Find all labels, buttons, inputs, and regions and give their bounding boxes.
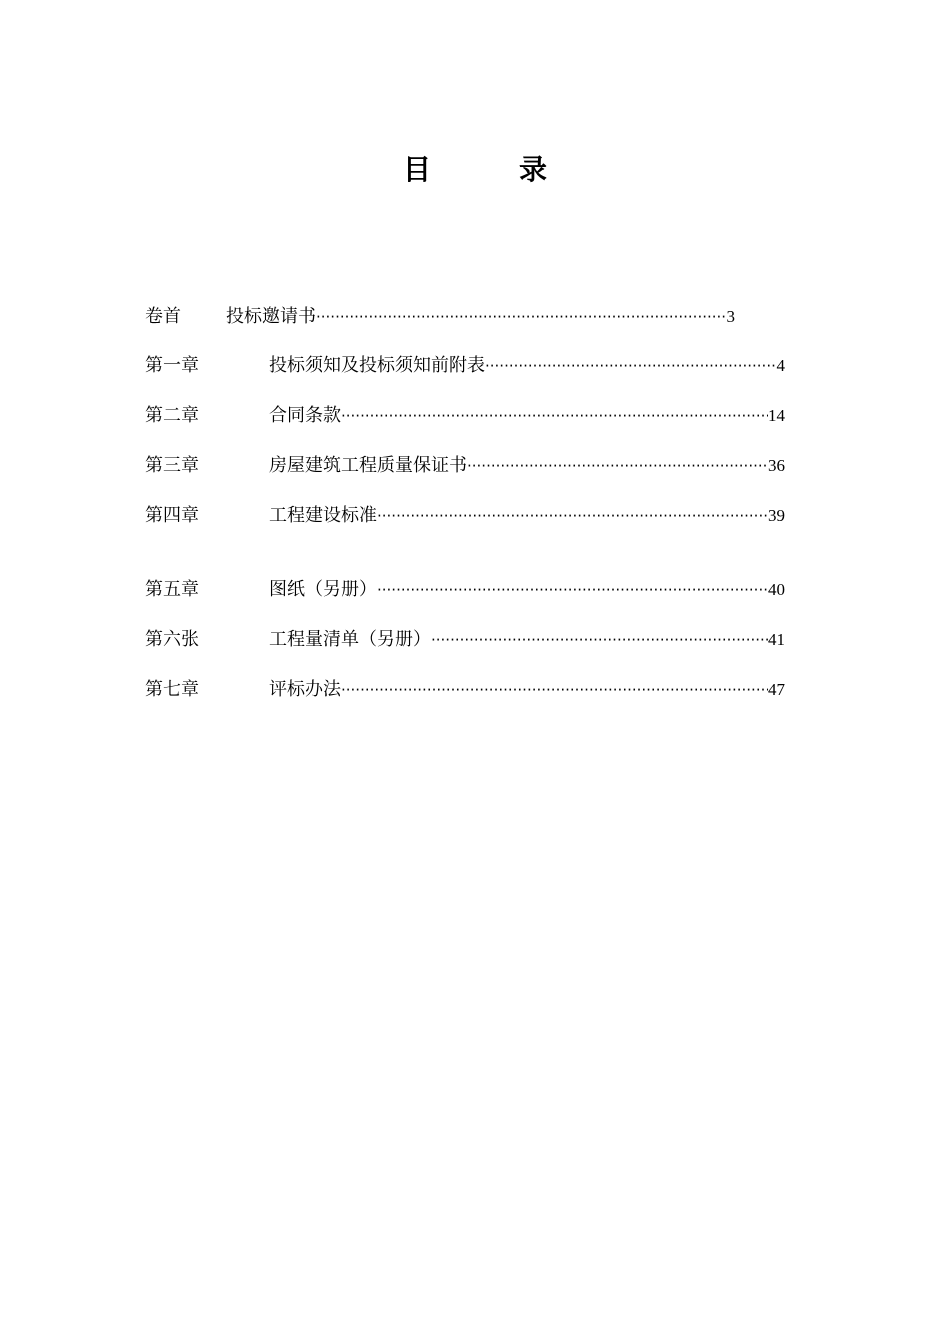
toc-entry-title: 评标办法 [269,679,341,700]
toc-row-chapter-6[interactable] [145,627,785,653]
toc-entry [269,577,785,603]
toc-row-label: 第一章 [145,355,199,376]
toc-entry-title: 投标邀请书 [226,306,316,327]
toc-entry-title: 房屋建筑工程质量保证书 [269,455,467,476]
toc-page-number: 36 [768,456,785,475]
toc-row-chapter-2[interactable] [145,403,785,429]
toc-dot-leader [316,304,727,330]
toc-row-chapter-3[interactable] [145,453,785,479]
toc-row-chapter-7[interactable] [145,677,785,703]
toc-entry [226,304,735,330]
toc-page-number: 4 [776,356,785,375]
toc-row-label: 第四章 [145,505,199,526]
toc-row-label: 第二章 [145,405,199,426]
toc-page-number: 3 [726,307,735,326]
toc-entry [269,403,785,429]
toc-dot-leader [341,677,768,703]
toc-entry [269,453,785,479]
toc-row-label: 卷首 [145,306,181,327]
toc-row-chapter-4[interactable] [145,503,785,529]
toc-dot-leader [377,577,768,603]
toc-dot-leader [341,403,768,429]
toc-page-number: 47 [768,680,785,699]
toc-entry [269,353,785,379]
toc-page-number: 40 [768,580,785,599]
toc-row-chapter-5[interactable] [145,577,785,603]
toc-entry-title: 投标须知及投标须知前附表 [269,355,485,376]
toc-row-label: 第五章 [145,579,199,600]
toc-entry-title: 工程建设标准 [269,505,377,526]
toc-row-label: 第三章 [145,455,199,476]
toc-entry [269,627,785,653]
toc-row-chapter-1[interactable] [145,353,785,379]
toc-entry [269,677,785,703]
document-title: 目 录 [402,153,577,186]
toc-dot-leader [467,453,768,479]
toc-row-frontmatter[interactable] [145,304,735,330]
toc-entry-title: 合同条款 [269,405,341,426]
toc-row-label: 第七章 [145,679,199,700]
toc-entry-title: 工程量清单（另册） [269,629,431,650]
toc-dot-leader [431,627,768,653]
toc-page-number: 39 [768,506,785,525]
toc-page-number: 41 [768,630,785,649]
toc-dot-leader [485,353,777,379]
toc-entry [269,503,785,529]
toc-row-label: 第六张 [145,629,199,650]
toc-dot-leader [377,503,768,529]
toc-entry-title: 图纸（另册） [269,579,377,600]
toc-page-number: 14 [768,406,785,425]
